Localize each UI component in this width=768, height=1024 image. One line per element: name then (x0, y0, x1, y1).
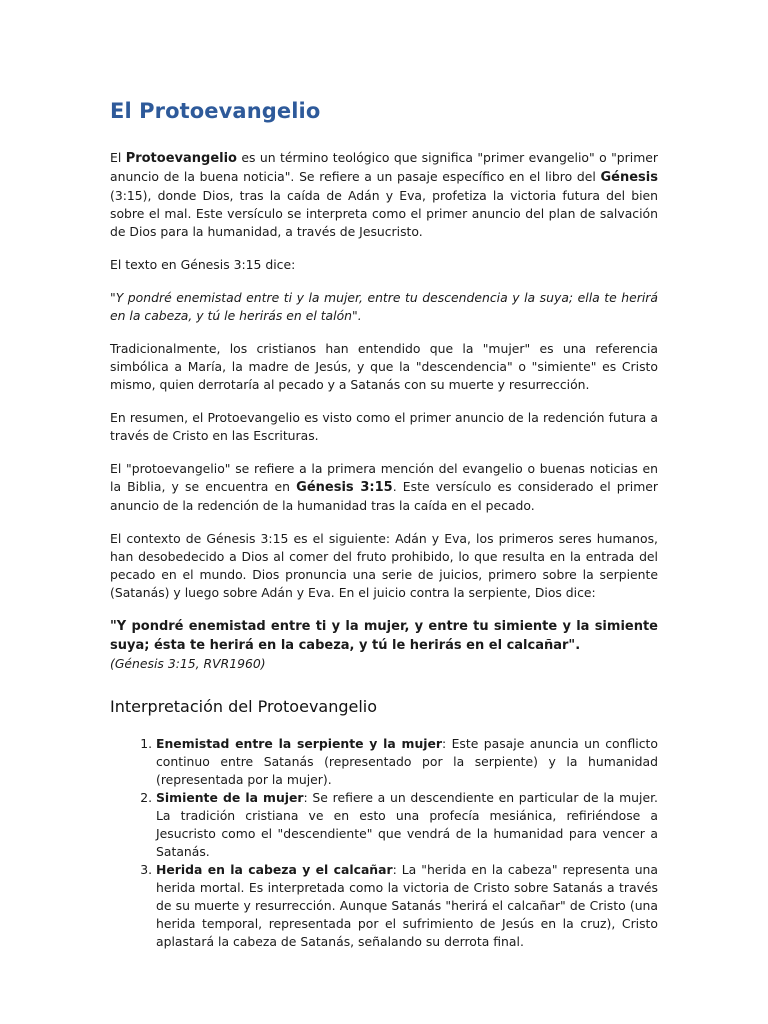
rvr-citation: (Génesis 3:15, RVR1960) (110, 656, 266, 671)
genesis-intro-paragraph: El texto en Génesis 3:15 dice: (110, 257, 296, 272)
intro-paragraph: El Protoevangelio es un término teológico que significa "primer evangelio" o "primer anuncio de la buena noticia". Se refiere a un pasaje específico en el libro del Génesis (3:15), donde Dios, tras la caída de Adán y Eva, profetiza la victoria futura del bien sobre el mal. Este versículo se interpreta como el primer anuncio del plan de salvación de Dios para la humanidad, a través de Jesucristo. (110, 150, 658, 239)
protoevangelio-mention-paragraph: El "protoevangelio" se refiere a la primera mención del evangelio o buenas noticias en la Biblia, y se encuentra en Génesis 3:15. Este versículo es considerado el primer anuncio de la redención de la humanidad tras la caída en el pecado. (110, 461, 658, 513)
rvr-quote-paragraph (110, 617, 658, 673)
summary-paragraph: En resumen, el Protoevangelio es visto como el primer anuncio de la redención futura a través de Cristo en las Escrituras. (110, 410, 658, 443)
context-paragraph: El contexto de Génesis 3:15 es el siguiente: Adán y Eva, los primeros seres humanos, han desobedecido a Dios al comer del fruto prohibido, lo que resulta en la entrada del pecado en el mundo. Dios pronuncia una serie de juicios, primero sobre la serpiente (Satanás) y luego sobre Adán y Eva. En el juicio contra la serpiente, Dios dice: (110, 531, 658, 600)
rvr-quote: "Y pondré enemistad entre ti y la mujer, y entre tu simiente y la simiente suya; ésta te herirá en la cabeza, y tú le herirás en el calcañar". (110, 619, 658, 653)
genesis-quote-italic: "Y pondré enemistad entre ti y la mujer, entre tu descendencia y la suya; ella te herirá en la cabeza, y tú le herirás en el talón". (110, 290, 658, 323)
term-genesis-3-15: Génesis 3:15 (296, 480, 393, 495)
term-genesis: Génesis (600, 170, 658, 185)
traditional-interpretation-paragraph: Tradicionalmente, los cristianos han entendido que la "mujer" es una referencia simbólica a María, la madre de Jesús, y que la "descendencia" o "simiente" es Cristo mismo, quien derrotaría al pecado y a Satanás con su muerte y resurrección. (110, 341, 658, 392)
term-protoevangelio: Protoevangelio (125, 151, 237, 166)
list-item: 2. Simiente de la mujer: Se refiere a un descendiente en particular de la mujer. La tradición cristiana ve en esto una profecía mesiánica, refiriéndose a Jesucristo como el "descendiente" que vendrá de la humanidad para vencer a Satanás. (156, 789, 658, 861)
section-heading: Interpretación del Protoevangelio (110, 697, 378, 716)
list-item: 1. Enemistad entre la serpiente y la mujer: Este pasaje anuncia un conflicto continuo entre Satanás (representado por la serpiente) y la humanidad (representada por la mujer). (156, 735, 658, 789)
interpretation-list (110, 735, 658, 951)
list-item: 3. Herida en la cabeza y el calcañar: La "herida en la cabeza" representa una herida mortal. Es interpretada como la victoria de Cristo sobre Satanás a través de su muerte y resurrección. Aunque Satanás "herirá el calcañar" de Cristo (una herida temporal, representada por el sufrimiento de Jesús en la cruz), Cristo aplastará la cabeza de Satanás, señalando su derrota final. (156, 861, 658, 951)
page-title: El Protoevangelio (110, 99, 321, 123)
